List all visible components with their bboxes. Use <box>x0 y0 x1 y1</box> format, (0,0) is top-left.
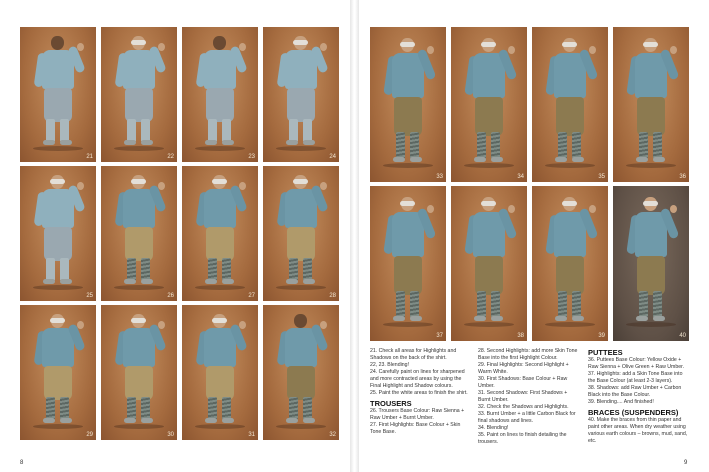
step-photo <box>20 27 96 162</box>
step-text: 36. Puttees Base Colour: Yellow Oxide + Raw Sienna + Olive Green + Raw Umber. <box>588 357 685 370</box>
figure-miniature <box>116 166 162 301</box>
photo-number: 21 <box>86 154 93 160</box>
step-text: 22, 23. Blending! <box>370 362 409 368</box>
figure-miniature <box>35 27 81 162</box>
right-page-folio: 9 <box>684 460 688 466</box>
step-photo <box>263 166 339 301</box>
left-page-folio: 8 <box>20 460 24 466</box>
step-photo <box>182 166 258 301</box>
step-text: 25. Paint the white areas to finish the shirt. <box>370 390 468 396</box>
step-text: 24. Carefully paint on lines for sharpened and more contracted areas by using the Final Highlight and Shadow colours. <box>370 369 465 389</box>
figure-miniature <box>547 186 593 341</box>
section-heading-braces: BRACES (SUSPENDERS) <box>588 408 679 417</box>
figure-miniature <box>385 27 431 182</box>
step-photo <box>20 166 96 301</box>
photo-number: 35 <box>598 174 605 180</box>
step-text: 26. Trousers Base Colour: Raw Sienna + Raw Umber + Burnt Umber. <box>370 408 465 421</box>
photo-number: 32 <box>329 432 336 438</box>
step-text: 40. Make the braces from thin paper and paint other areas. When dry weather using various earth colours – browns, mud, sand, etc. <box>588 417 688 444</box>
figure-miniature <box>278 305 324 440</box>
figure-miniature <box>197 27 243 162</box>
photo-number: 31 <box>248 432 255 438</box>
step-text: 29. Final Highlights: Second Highlight + Warm White. <box>478 362 569 375</box>
photo-number: 22 <box>167 154 174 160</box>
step-photo <box>370 27 446 182</box>
step-text: 31. Second Shadows: First Shadows + Burnt Umber. <box>478 390 568 403</box>
step-photo <box>532 186 608 341</box>
photo-number: 36 <box>679 174 686 180</box>
figure-miniature <box>628 186 674 341</box>
photo-number: 27 <box>248 293 255 299</box>
photo-number: 34 <box>517 174 524 180</box>
step-photo <box>451 27 527 182</box>
step-text: 38. Shadows: add Raw Umber + Carbon Black into the Base Colour. <box>588 385 682 398</box>
step-text: 30. First Shadows: Base Colour + Raw Umber. <box>478 376 568 389</box>
photo-number: 30 <box>167 432 174 438</box>
step-text: 28. Second Highlights: add more Skin Tone Base into the first Highlight Colour. <box>478 348 578 361</box>
step-photo <box>182 27 258 162</box>
photo-number: 24 <box>329 154 336 160</box>
step-text: 27. First Highlights: Base Colour + Skin Tone Base. <box>370 422 461 435</box>
photo-number: 28 <box>329 293 336 299</box>
section-heading-trousers: TROUSERS <box>370 399 412 408</box>
photo-number: 26 <box>167 293 174 299</box>
figure-miniature <box>116 27 162 162</box>
step-text: 33. Burnt Umber + a little Carbon Black for final shadows and lines. <box>478 411 576 424</box>
section-heading-puttees: PUTTEES <box>588 348 623 357</box>
step-photo <box>101 27 177 162</box>
figure-miniature <box>35 166 81 301</box>
step-photo <box>263 305 339 440</box>
step-photo <box>263 27 339 162</box>
figure-miniature <box>278 27 324 162</box>
step-text: 34. Blending! <box>478 425 509 431</box>
photo-number: 25 <box>86 293 93 299</box>
step-photo <box>101 305 177 440</box>
step-photo <box>532 27 608 182</box>
text-column-1 <box>370 348 470 436</box>
step-photo <box>20 305 96 440</box>
text-column-3 <box>588 348 688 445</box>
step-text: 37. Highlights: add a Skin Tone Base into the Base Colour (at least 2-3 layers). <box>588 371 683 384</box>
text-column-2 <box>478 348 578 446</box>
step-photo <box>451 186 527 341</box>
step-photo <box>182 305 258 440</box>
step-text: 39. Blending.... And finished! <box>588 399 654 405</box>
figure-miniature <box>35 305 81 440</box>
figure-miniature <box>385 186 431 341</box>
figure-miniature <box>466 186 512 341</box>
photo-number: 33 <box>436 174 443 180</box>
step-photo <box>613 186 689 341</box>
figure-miniature <box>466 27 512 182</box>
step-photo <box>101 166 177 301</box>
photo-number: 39 <box>598 333 605 339</box>
photo-number: 37 <box>436 333 443 339</box>
step-text: 32. Check the Shadows and Highlights. <box>478 404 569 410</box>
step-photo <box>370 186 446 341</box>
step-photo <box>613 27 689 182</box>
photo-number: 29 <box>86 432 93 438</box>
step-text: 35. Paint on lines to finish detailing the trousers. <box>478 432 567 445</box>
figure-miniature <box>116 305 162 440</box>
figure-miniature <box>197 166 243 301</box>
figure-miniature <box>547 27 593 182</box>
figure-miniature <box>197 305 243 440</box>
figure-miniature <box>628 27 674 182</box>
photo-number: 40 <box>679 333 686 339</box>
photo-number: 38 <box>517 333 524 339</box>
photo-number: 23 <box>248 154 255 160</box>
figure-miniature <box>278 166 324 301</box>
page-gutter <box>350 0 359 472</box>
step-text: 21. Check all areas for Highlights and Shadows on the back of the shirt. <box>370 348 457 361</box>
